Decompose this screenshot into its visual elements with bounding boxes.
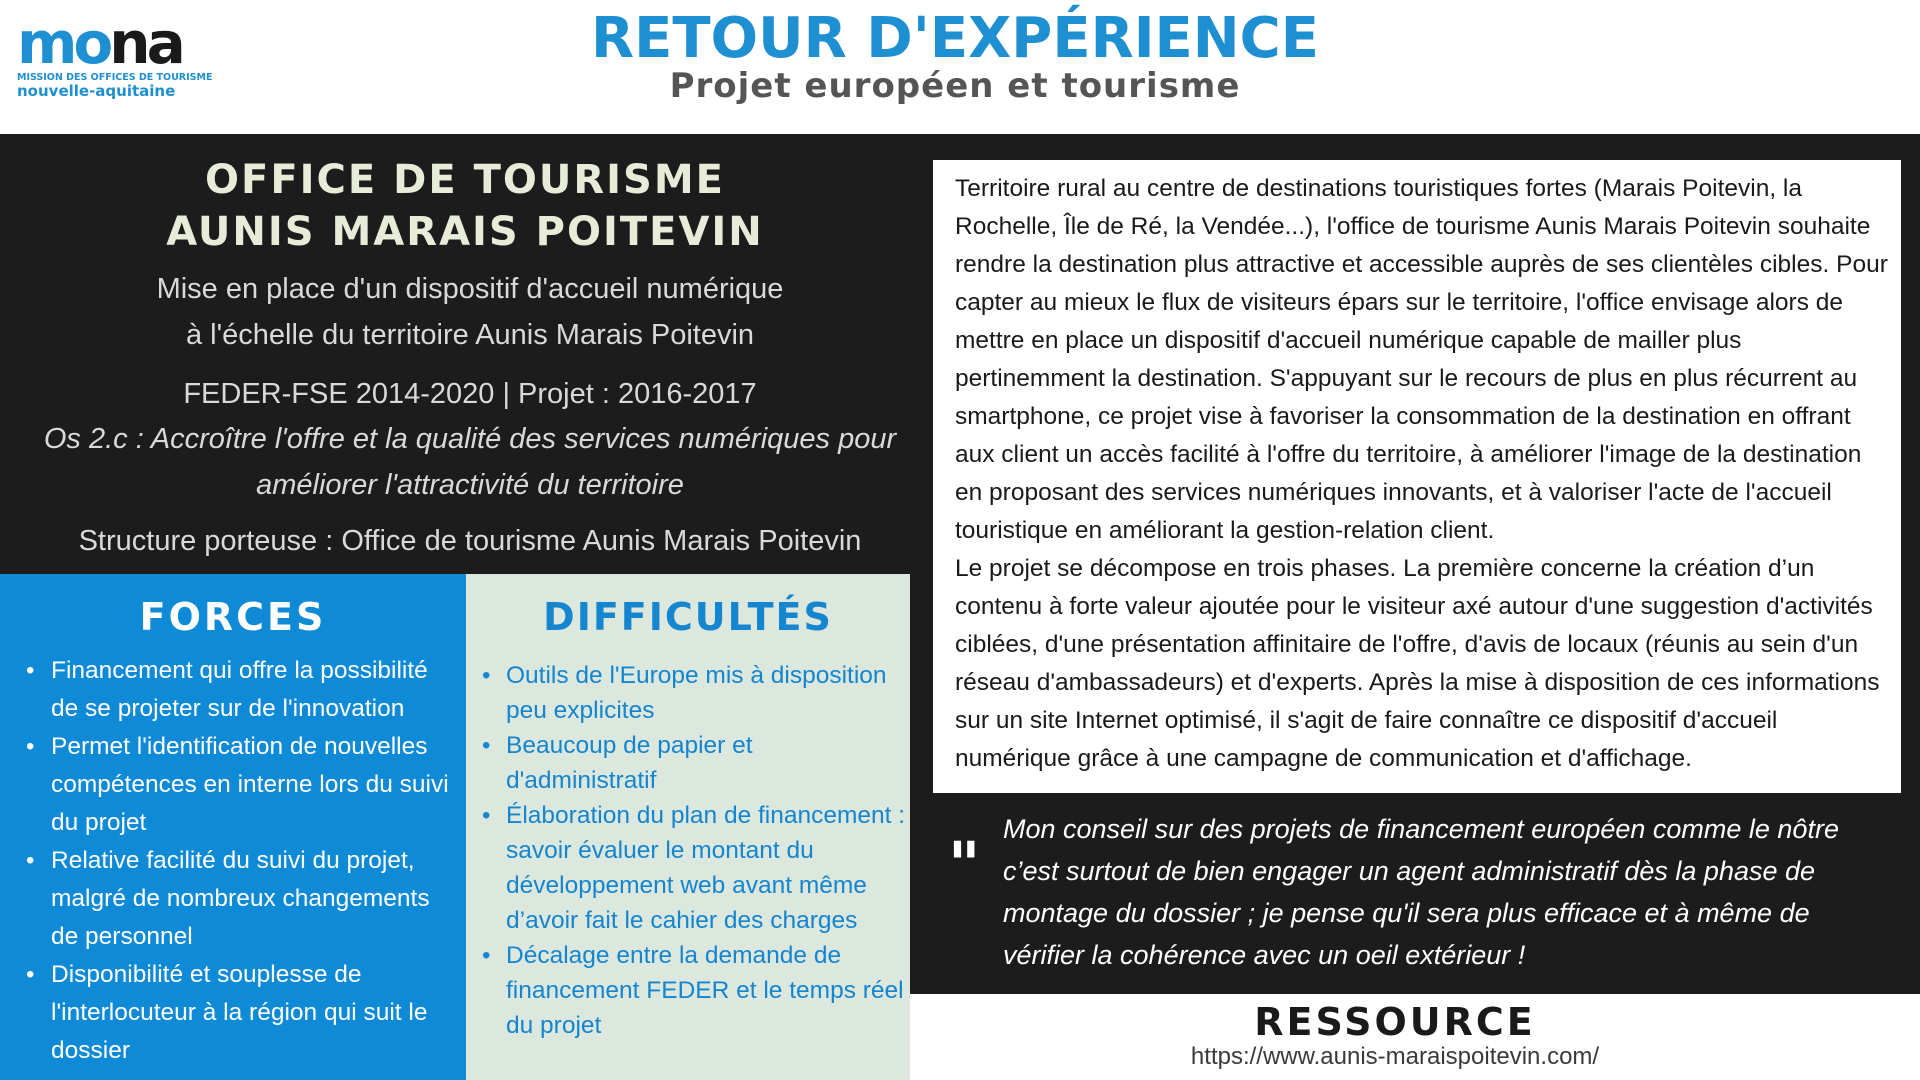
- forces-list: [22, 652, 452, 1070]
- office-panel: [0, 134, 910, 574]
- difficultes-item: • Décalage entre la demande de financement FEDER et le temps réel du projet: [478, 938, 908, 1043]
- forces-item: • Permet l'identification de nouvelles compétences en interne lors du suivi du projet: [22, 728, 452, 842]
- description-text: [955, 170, 1890, 778]
- forces-panel: [0, 574, 466, 1080]
- page-title: RETOUR D'EXPÉRIENCE: [590, 6, 1320, 71]
- program-info: FEDER-FSE 2014-2020 | Projet : 2016-2017: [183, 378, 757, 410]
- logo-tagline: MISSION DES OFFICES DE TOURISME: [17, 72, 213, 83]
- forces-item: • Disponibilité et souplesse de l'interlocuteur à la région qui suit le dossier: [22, 956, 452, 1070]
- objective-line2: améliorer l'attractivité du territoire: [256, 469, 684, 501]
- office-title: [0, 154, 930, 258]
- logo-wordmark: [17, 9, 217, 77]
- forces-item: • Financement qui offre la possibilité de se projeter sur de l'innovation: [22, 652, 452, 728]
- logo-region: nouvelle-aquitaine: [17, 82, 176, 100]
- logo-word-mo: mo: [17, 9, 110, 77]
- office-title-line2: AUNIS MARAIS POITEVIN: [166, 209, 764, 255]
- project-description-line1: Mise en place d'un dispositif d'accueil numérique: [156, 273, 784, 305]
- difficultes-panel: [466, 574, 910, 1080]
- objective-line1: Os 2.c : Accroître l'offre et la qualité des services numériques pour: [43, 423, 897, 455]
- mona-logo: [17, 9, 217, 100]
- advice-quote: Mon conseil sur des projets de financement européen comme le nôtre c’est surtout de bien engager un agent administratif dès la phase de montage du dossier ; je pense qu'il sera plus efficace et à même de vérifier la cohérence avec un oeil extérieur !: [1003, 814, 1839, 970]
- description-box: [933, 160, 1901, 793]
- forces-item: • Relative facilité du suivi du projet, malgré de nombreux changements de personnel: [22, 842, 452, 956]
- ressource-title: RESSOURCE: [1254, 1000, 1536, 1044]
- difficultes-list: [478, 658, 908, 1043]
- page-subtitle: Projet européen et tourisme: [669, 66, 1241, 106]
- difficultes-item: • Élaboration du plan de financement : savoir évaluer le montant du développement web avant même d’avoir fait le cahier des charges: [478, 798, 908, 938]
- description-paragraph-2: Le projet se décompose en trois phases. La première concerne la création d’un contenu à forte valeur ajoutée pour le visiteur axé autour d'une suggestion d'activités ciblées, d'une présentation affinitaire de l'offre, d'avis de locaux (réunis au sein d'un réseau d'ambassadeurs) et d'experts. Après la mise à disposition de ces informations sur un site Internet optimisé, il s'agit de faire connaître ce dispositif d'accueil numérique grâce à une campagne de communication et d'affichage.: [955, 555, 1880, 772]
- logo-word-na: na: [109, 9, 182, 77]
- difficultes-title: DIFFICULTÉS: [543, 595, 833, 639]
- quote-icon: ": [948, 828, 981, 901]
- office-title-line1: OFFICE DE TOURISME: [205, 157, 725, 203]
- difficultes-item: • Outils de l'Europe mis à disposition peu explicites: [478, 658, 908, 728]
- project-description-line2: à l'échelle du territoire Aunis Marais Poitevin: [185, 319, 755, 351]
- forces-title: FORCES: [139, 595, 327, 639]
- ressource-link[interactable]: https://www.aunis-maraispoitevin.com/: [1190, 1043, 1600, 1070]
- structure-porteuse: Structure porteuse : Office de tourisme Aunis Marais Poitevin: [78, 525, 862, 557]
- description-paragraph-1: Territoire rural au centre de destinations touristiques fortes (Marais Poitevin, la Rochelle, Île de Ré, la Vendée...), l'office de tourisme Aunis Marais Poitevin souhaite rendre la destination plus attractive et accessible auprès de ses clientèles cibles. Pour capter au mieux le flux de visiteurs épars sur le territoire, l'office envisage alors de mettre en place un dispositif d'accueil numérique capable de mailler plus pertinemment la destination. S'appuyant sur le recours de plus en plus récurrent au smartphone, ce projet vise à favoriser la consommation de la destination en offrant aux client un accès facilité à l'offre du territoire, à améliorer l'image de la destination en proposant des services numériques innovants, et à valoriser l'acte de l'accueil touristique en améliorant la gestion-relation client.: [955, 175, 1888, 544]
- difficultes-item: • Beaucoup de papier et d'administratif: [478, 728, 908, 798]
